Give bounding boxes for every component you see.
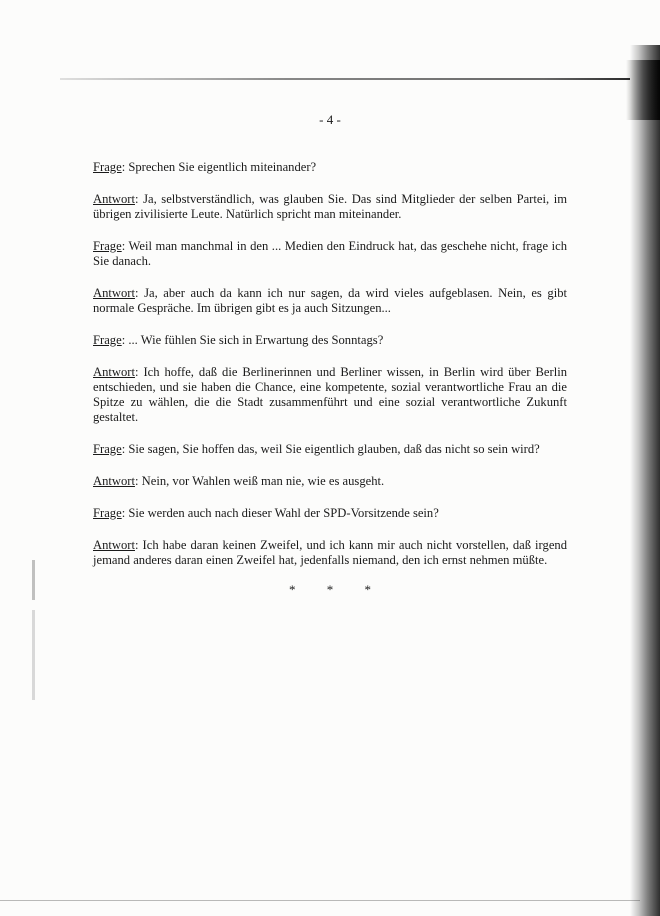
answer-paragraph: Antwort: Ja, aber auch da kann ich nur sagen, da wird vieles aufgeblasen. Nein, es gibt normale Gespräche. Im übrigen gibt es ja auch Sitzungen... xyxy=(93,286,567,315)
answer-paragraph: Antwort: Ich hoffe, daß die Berlinerinnen und Berliner wissen, in Berlin wird über Berlin entschieden, und sie haben die Chance, eine kompetente, sozial verantwortliche Frau an die Spitze zu wählen, die die Stadt zusammenführt und eine sozial verantwortliche Zukunft gestaltet. xyxy=(93,365,567,424)
speaker-label: Antwort xyxy=(93,474,135,488)
paragraph-text: Weil man manchmal in den ... Medien den Eindruck hat, das geschehe nicht, frage ich Sie danach. xyxy=(93,239,567,268)
scan-left-speck xyxy=(32,610,35,700)
speaker-label: Frage xyxy=(93,160,122,174)
speaker-label: Antwort xyxy=(93,538,135,552)
paragraph-text: Sie werden auch nach dieser Wahl der SPD-Vorsitzende sein? xyxy=(128,506,439,520)
speaker-label: Antwort xyxy=(93,192,135,206)
scan-bottom-rule xyxy=(0,900,640,901)
page-number: - 4 - xyxy=(319,112,341,127)
question-paragraph: Frage: ... Wie fühlen Sie sich in Erwartung des Sonntags? xyxy=(93,333,384,347)
speaker-label: Antwort xyxy=(93,286,135,300)
answer-paragraph: Antwort: Ich habe daran keinen Zweifel, und ich kann mir auch nicht vorstellen, daß irgend jemand anderes daran einen Zweifel hat, jedenfalls niemand, den ich ernst nehmen müßte. xyxy=(93,538,568,567)
speaker-label: Frage xyxy=(93,506,122,520)
scan-right-edge-shadow xyxy=(630,45,660,916)
answer-paragraph: Antwort: Nein, vor Wahlen weiß man nie, wie es ausgeht. xyxy=(93,474,385,488)
paragraph-text: Sprechen Sie eigentlich miteinander? xyxy=(128,160,317,174)
speaker-label: Frage xyxy=(93,333,122,347)
paragraph-text: Ich hoffe, daß die Berlinerinnen und Berliner wissen, in Berlin wird über Berlin entschieden, und sie haben die Chance, eine kompetente, sozial verantwortliche Frau an die Spitze zu wählen, die die Stadt zusammenführt und eine sozial verantwortliche Zukunft gestaltet. xyxy=(93,365,567,424)
speaker-label: Frage xyxy=(93,239,122,253)
speaker-label: Antwort xyxy=(93,365,135,379)
paragraph-text: ... Wie fühlen Sie sich in Erwartung des Sonntags? xyxy=(128,333,384,347)
scan-right-edge-dark-patch xyxy=(626,60,660,120)
question-paragraph: Frage: Sprechen Sie eigentlich miteinander? xyxy=(93,160,317,174)
paragraph-text: Nein, vor Wahlen weiß man nie, wie es ausgeht. xyxy=(141,474,385,488)
question-paragraph: Frage: Weil man manchmal in den ... Medien den Eindruck hat, das geschehe nicht, frage ich Sie danach. xyxy=(93,239,567,268)
speaker-label: Frage xyxy=(93,442,122,456)
answer-paragraph: Antwort: Ja, selbstverständlich, was glauben Sie. Das sind Mitglieder der selben Partei, im übrigen zivilisierte Leute. Natürlich spricht man miteinander. xyxy=(93,192,567,221)
question-paragraph: Frage: Sie sagen, Sie hoffen das, weil Sie eigentlich glauben, daß das nicht so sein wird? xyxy=(93,442,540,456)
scan-top-rule xyxy=(60,78,630,80)
end-marker-asterisks: * * * xyxy=(289,582,385,597)
interview-body xyxy=(93,160,567,585)
question-paragraph: Frage: Sie werden auch nach dieser Wahl der SPD-Vorsitzende sein? xyxy=(93,506,439,520)
paragraph-text: Ja, selbstverständlich, was glauben Sie. Das sind Mitglieder der selben Partei, im übrigen zivilisierte Leute. Natürlich spricht man miteinander. xyxy=(93,192,567,221)
paragraph-text: Ich habe daran keinen Zweifel, und ich kann mir auch nicht vorstellen, daß irgend jemand anderes daran einen Zweifel hat, jedenfalls niemand, den ich ernst nehmen müßte. xyxy=(93,538,568,567)
paragraph-text: Sie sagen, Sie hoffen das, weil Sie eigentlich glauben, daß das nicht so sein wird? xyxy=(128,442,540,456)
paragraph-text: Ja, aber auch da kann ich nur sagen, da wird vieles aufgeblasen. Nein, es gibt normale Gespräche. Im übrigen gibt es ja auch Sitzungen... xyxy=(93,286,567,315)
